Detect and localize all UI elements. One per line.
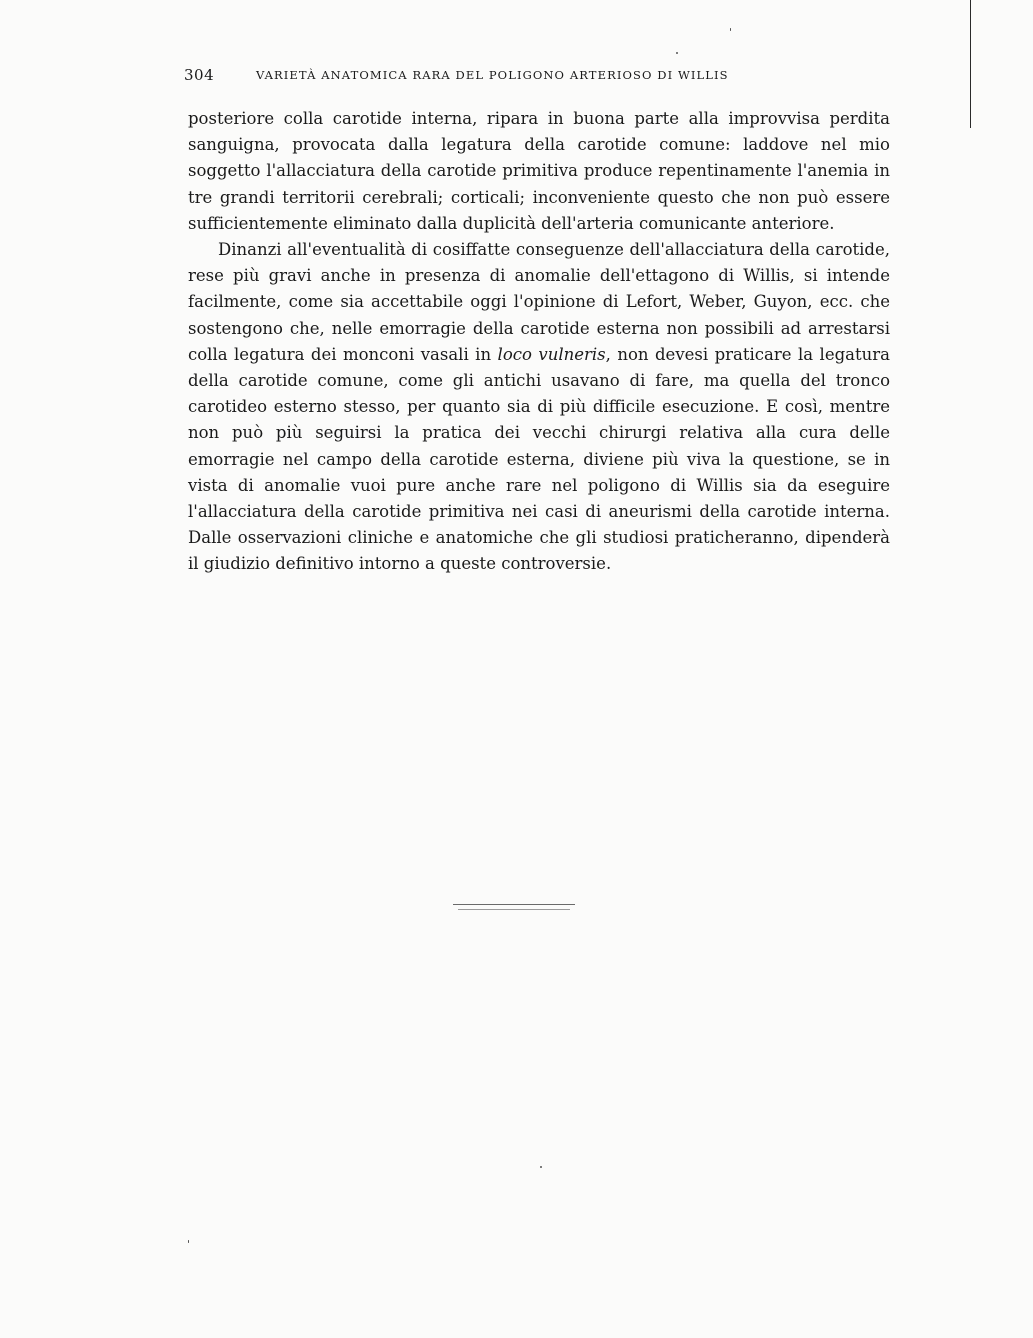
paragraph-2 [188,237,890,578]
paper-speck [730,28,731,31]
body-text [188,106,890,578]
latin-phrase: loco vulneris [497,344,606,364]
paper-speck [188,1240,189,1243]
paragraph-1: posteriore colla carotide interna, ripara in buona parte alla improvvisa perdita sanguigna, provocata dalla legatura della carotide comune: laddove nel mio soggetto l'allacciatura della carotide primitiva produce repentinamente l'anemia in tre grandi territorii cerebrali; corticali; inconveniente questo che non può essere sufficientemente eliminato dalla duplicità dell'arteria comunicante anteriore. [188,109,890,233]
page-edge-line [970,0,971,128]
end-rule-top [453,904,575,905]
page-header [184,66,848,88]
running-title: VARIETÀ ANATOMICA RARA DEL POLIGONO ARTERIOSO DI WILLIS [256,68,729,82]
end-rule-bottom [458,909,570,910]
page-number: 304 [184,66,215,84]
paper-speck [540,1166,542,1168]
paragraph-2-part-1: Dinanzi all'eventualità di cosiffatte conseguenze dell'allacciatura della carotide, rese più gravi anche in presenza di anomalie dell'ettagono di Willis, si intende facilmente, come sia accettabile oggi l'opinione di Lefort, Weber, Guyon, ecc. che sostengono che, nelle emorragie della carotide esterna non possibili ad arrestarsi colla legatura dei monconi vasali in [188,240,890,364]
paragraph-2-part-2: , non devesi praticare la legatura della carotide comune, come gli antichi usavano di fare, ma quella del tronco carotideo esterno stesso, per quanto sia di più difficile esecuzione. E così, mentre non può più seguirsi la pratica dei vecchi chirurgi relativa alla cura delle emorragie nel campo della carotide esterna, diviene più viva la questione, se in vista di anomalie vuoi pure anche rare nel poligono di Willis sia da eseguire l'allacciatura della carotide primitiva nei casi di aneurismi della carotide interna. Dalle osservazioni cliniche e anatomiche che gli studiosi praticheranno, dipenderà il giudizio definitivo intorno a queste controversie. [188,344,890,574]
paper-speck [676,52,678,54]
